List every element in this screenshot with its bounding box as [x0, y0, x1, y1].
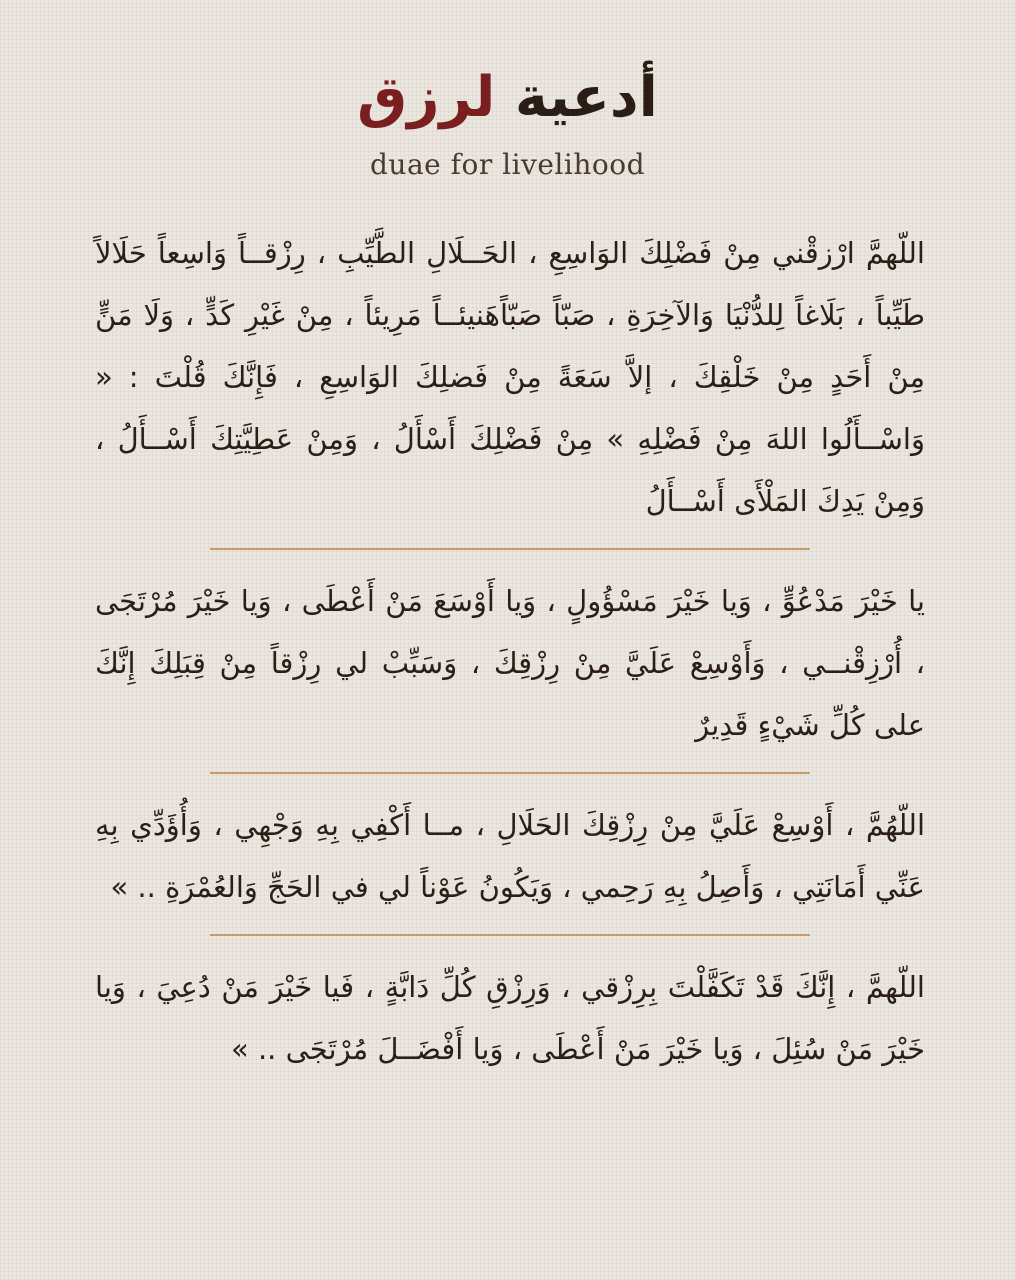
header — [0, 58, 1015, 181]
dua-paragraph-2: يا خَيْرَ مَدْعُوٍّ ، وَيا خَيْرَ مَسْؤُولٍ ، وَيا أَوْسَعَ مَنْ أَعْطَى ، وَيا خَيْرَ مُرْتَجَى ، أُرْزِقْنــي ، وَأَوْسِعْ عَلَيَّ مِنْ رِزْقِكَ ، وَسَبِّبْ لي رِزْقاً مِنْ قِبَلِكَ إِنَّكَ على كُلِّ شَيْءٍ قَدِيرٌ — [95, 584, 925, 742]
title-accent: لرزق — [357, 65, 496, 130]
dua-list — [95, 222, 925, 1080]
dua-paragraph-4: اللّهمَّ ، إِنَّكَ قَدْ تَكَفَّلْتَ بِرِزْقي ، وَرِزْقِ كُلِّ دَابَّةٍ ، فَيا خَيْرَ مَنْ دُعِيَ ، وَيا خَيْرَ مَنْ سُئِلَ ، وَيا خَيْرَ مَنْ أَعْطَى ، وَيا أَفْضَــلَ مُرْتَجَى .. » — [95, 970, 925, 1066]
divider — [210, 772, 810, 774]
dua-paragraph-3: اللّهُمَّ ، أَوْسِعْ عَلَيَّ مِنْ رِزْقِكَ الحَلَالِ ، مــا أَكْفِي بِهِ وَجْهِي ، وَأُؤَدِّي بِهِ عَنِّي أَمَانَتِي ، وَأَصِلُ بِهِ رَحِمي ، وَيَكُونُ عَوْناً لي في الحَجِّ وَالعُمْرَةِ .. » — [95, 808, 925, 904]
title-main: أدعية — [514, 65, 658, 130]
page-subtitle: duae for livelihood — [369, 148, 645, 181]
divider — [210, 934, 810, 936]
divider — [210, 548, 810, 550]
page-title — [0, 58, 1015, 138]
dua-paragraph-1: اللّهمَّ ارْزقْني مِنْ فَضْلِكَ الوَاسِعِ ، الحَــلَالِ الطَّيِّبِ ، رِزْقــاً وَاسِعاً حَلَالاً طَيِّباً ، بَلَاغاً لِلدُّنْيَا وَالآخِرَةِ ، صَبّاً صَبّاًهَنيئــاً مَرِيئاً ، مِنْ غَيْرِ كَدٍّ ، وَلَا مَنٍّ مِنْ أَحَدٍ مِنْ خَلْقِكَ ، إلاَّ سَعَةً مِنْ فَضلِكَ الوَاسِعِ ، فَإِنَّكَ قُلْتَ : « وَاسْــأَلُوا اللهَ مِنْ فَضْلِهِ » مِنْ فَضْلِكَ أَسْأَلُ ، وَمِنْ عَطِيَّتِكَ أَسْــأَلُ ، وَمِنْ يَدِكَ المَلْأَى أَسْــأَلُ — [95, 236, 925, 518]
